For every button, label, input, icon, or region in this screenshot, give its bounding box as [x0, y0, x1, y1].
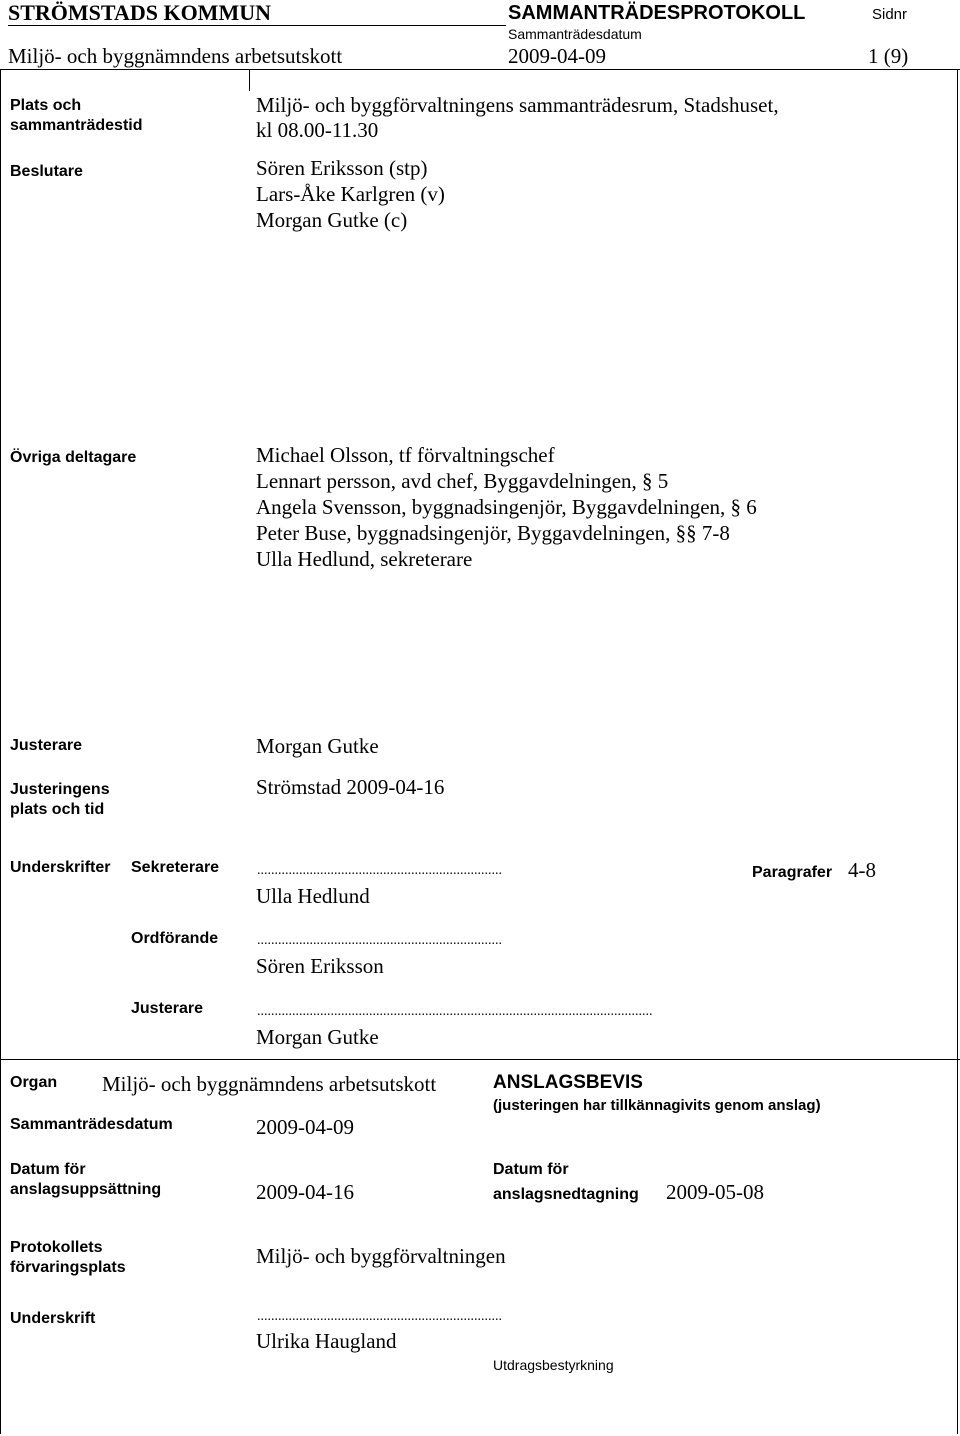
place-value-line2: kl 08.00-11.30 — [256, 118, 379, 142]
frame-right-line — [957, 69, 958, 1434]
place-label-line2: sammanträdestid — [10, 117, 143, 134]
storage-value: Miljö- och byggförvaltningen — [256, 1244, 506, 1268]
secretary-name: Ulla Hedlund — [256, 884, 370, 908]
adjustment-value: Strömstad 2009-04-16 — [256, 775, 445, 799]
notice-date-label: Sammanträdesdatum — [10, 1116, 173, 1133]
signature-adjuster-name: Morgan Gutke — [256, 1025, 379, 1049]
removal-date-value: 2009-05-08 — [666, 1180, 764, 1204]
notice-subtitle: (justeringen har tillkännagivits genom anslag) — [493, 1097, 821, 1114]
municipality-name: STRÖMSTADS KOMMUN — [8, 0, 271, 25]
storage-label-line2: förvaringsplats — [10, 1259, 126, 1276]
adjuster-signature-line: ................................................................................................................. — [257, 1004, 653, 1019]
meeting-date: 2009-04-09 — [508, 44, 606, 68]
notice-date-value: 2009-04-09 — [256, 1115, 354, 1139]
decider-member: Lars-Åke Karlgren (v) — [256, 182, 445, 206]
paragraphs-value: 4-8 — [848, 858, 876, 882]
adjuster-label: Justerare — [10, 737, 83, 754]
other-participant: Michael Olsson, tf förvaltningschef — [256, 443, 555, 467]
removal-date-label-line2: anslagsnedtagning — [493, 1186, 639, 1203]
page-label: Sidnr — [872, 6, 908, 23]
chair-name: Sören Eriksson — [256, 954, 384, 978]
decider-member: Morgan Gutke (c) — [256, 208, 408, 232]
deciders-label: Beslutare — [10, 163, 83, 180]
posting-date-value: 2009-04-16 — [256, 1180, 354, 1204]
other-participant: Ulla Hedlund, sekreterare — [256, 547, 473, 571]
chair-label: Ordförande — [131, 930, 219, 947]
signature-adjuster-label: Justerare — [131, 1000, 204, 1017]
place-label-line1: Plats och — [10, 97, 82, 114]
decider-member: Sören Eriksson (stp) — [256, 156, 428, 180]
posting-date-label-line2: anslagsuppsättning — [10, 1181, 162, 1198]
other-participants-label: Övriga deltagare — [10, 449, 137, 466]
committee-name: Miljö- och byggnämndens arbetsutskott — [8, 44, 343, 68]
paragraphs-label: Paragrafer — [752, 864, 833, 881]
frame-left-line — [0, 69, 1, 1434]
chair-signature-line: ...................................................................... — [257, 933, 502, 948]
page-number: 1 (9) — [868, 44, 909, 68]
other-participant: Angela Svensson, byggnadsingenjör, Byggavdelningen, § 6 — [256, 495, 757, 519]
frame-top-line — [0, 69, 960, 70]
label-column-tick — [249, 69, 250, 91]
place-value-line1: Miljö- och byggförvaltningens sammanträdesrum, Stadshuset, — [256, 93, 779, 117]
adjuster-value: Morgan Gutke — [256, 734, 379, 758]
other-participant: Peter Buse, byggnadsingenjör, Byggavdelningen, §§ 7-8 — [256, 521, 730, 545]
signatures-label: Underskrifter — [10, 859, 111, 876]
removal-date-label-line1: Datum för — [493, 1161, 569, 1178]
storage-label-line1: Protokollets — [10, 1239, 103, 1256]
notice-signature-label: Underskrift — [10, 1310, 96, 1327]
posting-date-label-line1: Datum för — [10, 1161, 86, 1178]
notice-title: ANSLAGSBEVIS — [493, 1072, 643, 1093]
adjustment-label-line1: Justeringens — [10, 781, 110, 798]
notice-signature-line: ...................................................................... — [257, 1309, 502, 1324]
organ-value: Miljö- och byggnämndens arbetsutskott — [102, 1072, 437, 1096]
meeting-date-caption: Sammanträdesdatum — [508, 26, 642, 42]
extract-certification-caption: Utdragsbestyrkning — [493, 1357, 614, 1373]
adjustment-label-line2: plats och tid — [10, 801, 105, 818]
organ-label: Organ — [10, 1074, 58, 1091]
header-underline — [8, 25, 506, 26]
notice-signature-name: Ulrika Haugland — [256, 1329, 397, 1353]
notice-divider — [0, 1059, 960, 1060]
protocol-title: SAMMANTRÄDESPROTOKOLL — [508, 2, 806, 24]
other-participant: Lennart persson, avd chef, Byggavdelningen, § 5 — [256, 469, 669, 493]
secretary-label: Sekreterare — [131, 859, 220, 876]
secretary-signature-line: ...................................................................... — [257, 863, 502, 878]
